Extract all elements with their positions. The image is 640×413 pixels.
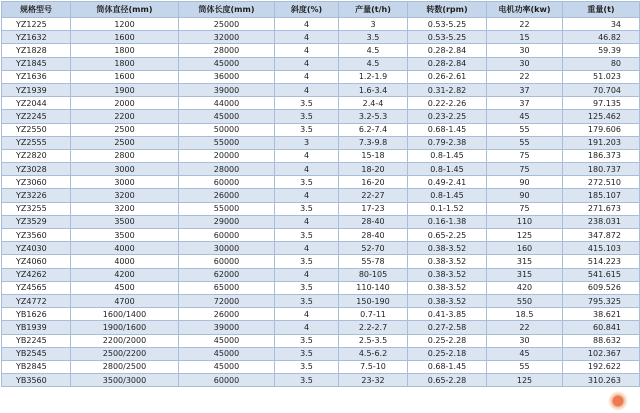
model-cell: YB2845 bbox=[2, 360, 71, 373]
header-diameter: 筒体直径(mm) bbox=[71, 2, 179, 18]
weight-cell: 271.673 bbox=[563, 202, 640, 215]
diameter-cell: 4700 bbox=[71, 294, 179, 307]
motor-power-cell: 110 bbox=[487, 215, 563, 228]
header-model: 规格型号 bbox=[2, 2, 71, 18]
slope-cell: 3.5 bbox=[275, 334, 339, 347]
motor-power-cell: 18.5 bbox=[487, 308, 563, 321]
model-cell: YZ1225 bbox=[2, 18, 71, 31]
slope-cell: 4 bbox=[275, 83, 339, 96]
length-cell: 50000 bbox=[179, 123, 275, 136]
slope-cell: 4 bbox=[275, 70, 339, 83]
diameter-cell: 2800 bbox=[71, 149, 179, 162]
table-row bbox=[2, 229, 640, 242]
capacity-cell: 16-20 bbox=[339, 176, 408, 189]
diameter-cell: 2200 bbox=[71, 110, 179, 123]
capacity-cell: 52-70 bbox=[339, 242, 408, 255]
length-cell: 45000 bbox=[179, 360, 275, 373]
table-body bbox=[2, 18, 640, 387]
table-row bbox=[2, 321, 640, 334]
slope-cell: 4 bbox=[275, 163, 339, 176]
motor-power-cell: 420 bbox=[487, 281, 563, 294]
weight-cell: 46.82 bbox=[563, 31, 640, 44]
length-cell: 28000 bbox=[179, 44, 275, 57]
speed-cell: 0.38-3.52 bbox=[408, 294, 487, 307]
diameter-cell: 2500/2200 bbox=[71, 347, 179, 360]
table-row bbox=[2, 57, 640, 70]
weight-cell: 514.223 bbox=[563, 255, 640, 268]
capacity-cell: 80-105 bbox=[339, 268, 408, 281]
motor-power-cell: 75 bbox=[487, 163, 563, 176]
diameter-cell: 1800 bbox=[71, 44, 179, 57]
slope-cell: 4 bbox=[275, 31, 339, 44]
table-row bbox=[2, 347, 640, 360]
table-row bbox=[2, 242, 640, 255]
motor-power-cell: 75 bbox=[487, 202, 563, 215]
weight-cell: 97.135 bbox=[563, 97, 640, 110]
length-cell: 55000 bbox=[179, 136, 275, 149]
capacity-cell: 2.5-3.5 bbox=[339, 334, 408, 347]
diameter-cell: 2200/2000 bbox=[71, 334, 179, 347]
weight-cell: 347.872 bbox=[563, 229, 640, 242]
weight-cell: 185.107 bbox=[563, 189, 640, 202]
motor-power-cell: 550 bbox=[487, 294, 563, 307]
speed-cell: 0.53-5.25 bbox=[408, 18, 487, 31]
slope-cell: 3.5 bbox=[275, 176, 339, 189]
table-row bbox=[2, 149, 640, 162]
speed-cell: 0.28-2.84 bbox=[408, 57, 487, 70]
length-cell: 36000 bbox=[179, 70, 275, 83]
diameter-cell: 3000 bbox=[71, 163, 179, 176]
diameter-cell: 1900/1600 bbox=[71, 321, 179, 334]
weight-cell: 60.841 bbox=[563, 321, 640, 334]
weight-cell: 609.526 bbox=[563, 281, 640, 294]
table-row bbox=[2, 18, 640, 31]
capacity-cell: 1.6-3.4 bbox=[339, 83, 408, 96]
motor-power-cell: 90 bbox=[487, 176, 563, 189]
speed-cell: 0.8-1.45 bbox=[408, 149, 487, 162]
table-row bbox=[2, 176, 640, 189]
motor-power-cell: 90 bbox=[487, 189, 563, 202]
capacity-cell: 0.7-11 bbox=[339, 308, 408, 321]
slope-cell: 4 bbox=[275, 242, 339, 255]
header-length: 筒体长度(mm) bbox=[179, 2, 275, 18]
slope-cell: 4 bbox=[275, 57, 339, 70]
speed-cell: 0.65-2.25 bbox=[408, 229, 487, 242]
diameter-cell: 3200 bbox=[71, 189, 179, 202]
table-row bbox=[2, 268, 640, 281]
length-cell: 60000 bbox=[179, 229, 275, 242]
slope-cell: 3.5 bbox=[275, 255, 339, 268]
capacity-cell: 7.3-9.8 bbox=[339, 136, 408, 149]
speed-cell: 0.65-2.28 bbox=[408, 374, 487, 387]
header-capacity: 产量(t/h) bbox=[339, 2, 408, 18]
length-cell: 45000 bbox=[179, 347, 275, 360]
speed-cell: 0.38-3.52 bbox=[408, 242, 487, 255]
capacity-cell: 23-32 bbox=[339, 374, 408, 387]
weight-cell: 415.103 bbox=[563, 242, 640, 255]
weight-cell: 34 bbox=[563, 18, 640, 31]
speed-cell: 0.38-3.52 bbox=[408, 255, 487, 268]
model-cell: YB2545 bbox=[2, 347, 71, 360]
speed-cell: 0.49-2.41 bbox=[408, 176, 487, 189]
table-row bbox=[2, 70, 640, 83]
diameter-cell: 2800/2500 bbox=[71, 360, 179, 373]
motor-power-cell: 315 bbox=[487, 255, 563, 268]
table-row bbox=[2, 255, 640, 268]
weight-cell: 310.263 bbox=[563, 374, 640, 387]
weight-cell: 80 bbox=[563, 57, 640, 70]
weight-cell: 179.606 bbox=[563, 123, 640, 136]
capacity-cell: 55-78 bbox=[339, 255, 408, 268]
table-row bbox=[2, 189, 640, 202]
diameter-cell: 2500 bbox=[71, 123, 179, 136]
weight-cell: 541.615 bbox=[563, 268, 640, 281]
model-cell: YZ2245 bbox=[2, 110, 71, 123]
table-row bbox=[2, 97, 640, 110]
table-row bbox=[2, 374, 640, 387]
model-cell: YZ2820 bbox=[2, 149, 71, 162]
table-row bbox=[2, 281, 640, 294]
capacity-cell: 150-190 bbox=[339, 294, 408, 307]
capacity-cell: 7.5-10 bbox=[339, 360, 408, 373]
weight-cell: 70.704 bbox=[563, 83, 640, 96]
model-cell: YZ3060 bbox=[2, 176, 71, 189]
speed-cell: 0.31-2.82 bbox=[408, 83, 487, 96]
diameter-cell: 1600/1400 bbox=[71, 308, 179, 321]
model-cell: YZ2555 bbox=[2, 136, 71, 149]
table-row bbox=[2, 294, 640, 307]
diameter-cell: 2500 bbox=[71, 136, 179, 149]
slope-cell: 4 bbox=[275, 308, 339, 321]
weight-cell: 191.203 bbox=[563, 136, 640, 149]
motor-power-cell: 15 bbox=[487, 31, 563, 44]
slope-cell: 3.5 bbox=[275, 360, 339, 373]
speed-cell: 0.68-1.45 bbox=[408, 360, 487, 373]
capacity-cell: 3.2-5.3 bbox=[339, 110, 408, 123]
slope-cell: 3 bbox=[275, 136, 339, 149]
length-cell: 32000 bbox=[179, 31, 275, 44]
capacity-cell: 22-27 bbox=[339, 189, 408, 202]
weight-cell: 38.621 bbox=[563, 308, 640, 321]
model-cell: YB2245 bbox=[2, 334, 71, 347]
table-row bbox=[2, 334, 640, 347]
model-cell: YZ1828 bbox=[2, 44, 71, 57]
weight-cell: 51.023 bbox=[563, 70, 640, 83]
motor-power-cell: 55 bbox=[487, 123, 563, 136]
spec-table bbox=[1, 1, 640, 387]
length-cell: 55000 bbox=[179, 202, 275, 215]
motor-power-cell: 75 bbox=[487, 149, 563, 162]
model-cell: YZ3028 bbox=[2, 163, 71, 176]
diameter-cell: 1200 bbox=[71, 18, 179, 31]
diameter-cell: 3500 bbox=[71, 229, 179, 242]
motor-power-cell: 30 bbox=[487, 44, 563, 57]
motor-power-cell: 125 bbox=[487, 374, 563, 387]
speed-cell: 0.26-2.61 bbox=[408, 70, 487, 83]
motor-power-cell: 30 bbox=[487, 334, 563, 347]
weight-cell: 238.031 bbox=[563, 215, 640, 228]
capacity-cell: 4.5-6.2 bbox=[339, 347, 408, 360]
model-cell: YZ1845 bbox=[2, 57, 71, 70]
speed-cell: 0.22-2.26 bbox=[408, 97, 487, 110]
slope-cell: 4 bbox=[275, 268, 339, 281]
capacity-cell: 15-18 bbox=[339, 149, 408, 162]
weight-cell: 125.462 bbox=[563, 110, 640, 123]
length-cell: 39000 bbox=[179, 83, 275, 96]
length-cell: 39000 bbox=[179, 321, 275, 334]
model-cell: YZ4060 bbox=[2, 255, 71, 268]
weight-cell: 102.367 bbox=[563, 347, 640, 360]
speed-cell: 0.41-3.85 bbox=[408, 308, 487, 321]
model-cell: YZ2044 bbox=[2, 97, 71, 110]
diameter-cell: 1600 bbox=[71, 31, 179, 44]
length-cell: 60000 bbox=[179, 176, 275, 189]
table-row bbox=[2, 215, 640, 228]
speed-cell: 0.53-5.25 bbox=[408, 31, 487, 44]
motor-power-cell: 22 bbox=[487, 70, 563, 83]
capacity-cell: 18-20 bbox=[339, 163, 408, 176]
diameter-cell: 3000 bbox=[71, 176, 179, 189]
motor-power-cell: 45 bbox=[487, 110, 563, 123]
capacity-cell: 1.2-1.9 bbox=[339, 70, 408, 83]
model-cell: YB1939 bbox=[2, 321, 71, 334]
slope-cell: 4 bbox=[275, 189, 339, 202]
header-motor-power: 电机功率(kw) bbox=[487, 2, 563, 18]
diameter-cell: 3500/3000 bbox=[71, 374, 179, 387]
diameter-cell: 1900 bbox=[71, 83, 179, 96]
weight-cell: 180.737 bbox=[563, 163, 640, 176]
speed-cell: 0.38-3.52 bbox=[408, 281, 487, 294]
slope-cell: 3.5 bbox=[275, 110, 339, 123]
slope-cell: 4 bbox=[275, 44, 339, 57]
motor-power-cell: 125 bbox=[487, 229, 563, 242]
motor-power-cell: 55 bbox=[487, 136, 563, 149]
capacity-cell: 4.5 bbox=[339, 44, 408, 57]
length-cell: 72000 bbox=[179, 294, 275, 307]
weight-cell: 59.39 bbox=[563, 44, 640, 57]
length-cell: 45000 bbox=[179, 57, 275, 70]
length-cell: 28000 bbox=[179, 163, 275, 176]
weight-cell: 186.373 bbox=[563, 149, 640, 162]
table-header-row bbox=[2, 2, 640, 18]
model-cell: YZ3226 bbox=[2, 189, 71, 202]
weight-cell: 192.622 bbox=[563, 360, 640, 373]
capacity-cell: 3.5 bbox=[339, 31, 408, 44]
speed-cell: 0.27-2.58 bbox=[408, 321, 487, 334]
slope-cell: 3.5 bbox=[275, 123, 339, 136]
slope-cell: 3.5 bbox=[275, 347, 339, 360]
diameter-cell: 4000 bbox=[71, 255, 179, 268]
header-weight: 重量(t) bbox=[563, 2, 640, 18]
motor-power-cell: 37 bbox=[487, 83, 563, 96]
capacity-cell: 6.2-7.4 bbox=[339, 123, 408, 136]
diameter-cell: 4500 bbox=[71, 281, 179, 294]
length-cell: 65000 bbox=[179, 281, 275, 294]
table-row bbox=[2, 31, 640, 44]
motor-power-cell: 22 bbox=[487, 321, 563, 334]
slope-cell: 3.5 bbox=[275, 229, 339, 242]
slope-cell: 4 bbox=[275, 321, 339, 334]
model-cell: YZ1636 bbox=[2, 70, 71, 83]
speed-cell: 0.25-2.18 bbox=[408, 347, 487, 360]
model-cell: YZ1632 bbox=[2, 31, 71, 44]
speed-cell: 0.79-2.38 bbox=[408, 136, 487, 149]
speed-cell: 0.1-1.52 bbox=[408, 202, 487, 215]
diameter-cell: 4200 bbox=[71, 268, 179, 281]
table-row bbox=[2, 308, 640, 321]
model-cell: YZ4262 bbox=[2, 268, 71, 281]
table-row bbox=[2, 110, 640, 123]
motor-power-cell: 30 bbox=[487, 57, 563, 70]
capacity-cell: 28-40 bbox=[339, 229, 408, 242]
length-cell: 62000 bbox=[179, 268, 275, 281]
length-cell: 45000 bbox=[179, 110, 275, 123]
model-cell: YZ4565 bbox=[2, 281, 71, 294]
speed-cell: 0.23-2.25 bbox=[408, 110, 487, 123]
model-cell: YZ1939 bbox=[2, 83, 71, 96]
length-cell: 44000 bbox=[179, 97, 275, 110]
diameter-cell: 3200 bbox=[71, 202, 179, 215]
table-row bbox=[2, 163, 640, 176]
length-cell: 26000 bbox=[179, 308, 275, 321]
motor-power-cell: 37 bbox=[487, 97, 563, 110]
model-cell: YZ4030 bbox=[2, 242, 71, 255]
speed-cell: 0.38-3.52 bbox=[408, 268, 487, 281]
slope-cell: 3.5 bbox=[275, 294, 339, 307]
slope-cell: 3.5 bbox=[275, 97, 339, 110]
slope-cell: 3.5 bbox=[275, 281, 339, 294]
capacity-cell: 110-140 bbox=[339, 281, 408, 294]
model-cell: YZ3560 bbox=[2, 229, 71, 242]
motor-power-cell: 315 bbox=[487, 268, 563, 281]
table-row bbox=[2, 83, 640, 96]
model-cell: YB1626 bbox=[2, 308, 71, 321]
diameter-cell: 3500 bbox=[71, 215, 179, 228]
slope-cell: 3.5 bbox=[275, 202, 339, 215]
weight-cell: 795.325 bbox=[563, 294, 640, 307]
diameter-cell: 2000 bbox=[71, 97, 179, 110]
capacity-cell: 17-23 bbox=[339, 202, 408, 215]
table-row bbox=[2, 136, 640, 149]
capacity-cell: 2.4-4 bbox=[339, 97, 408, 110]
model-cell: YZ3529 bbox=[2, 215, 71, 228]
model-cell: YZ4772 bbox=[2, 294, 71, 307]
motor-power-cell: 55 bbox=[487, 360, 563, 373]
motor-power-cell: 45 bbox=[487, 347, 563, 360]
table-row bbox=[2, 202, 640, 215]
speed-cell: 0.25-2.28 bbox=[408, 334, 487, 347]
slope-cell: 4 bbox=[275, 18, 339, 31]
capacity-cell: 3 bbox=[339, 18, 408, 31]
table-row bbox=[2, 360, 640, 373]
model-cell: YZ2550 bbox=[2, 123, 71, 136]
header-slope: 斜度(%) bbox=[275, 2, 339, 18]
header-speed: 转数(rpm) bbox=[408, 2, 487, 18]
length-cell: 60000 bbox=[179, 374, 275, 387]
capacity-cell: 4.5 bbox=[339, 57, 408, 70]
weight-cell: 272.510 bbox=[563, 176, 640, 189]
diameter-cell: 1600 bbox=[71, 70, 179, 83]
table-row bbox=[2, 123, 640, 136]
diameter-cell: 1800 bbox=[71, 57, 179, 70]
motor-power-cell: 160 bbox=[487, 242, 563, 255]
speed-cell: 0.8-1.45 bbox=[408, 189, 487, 202]
speed-cell: 0.8-1.45 bbox=[408, 163, 487, 176]
capacity-cell: 2.2-2.7 bbox=[339, 321, 408, 334]
length-cell: 25000 bbox=[179, 18, 275, 31]
diameter-cell: 4000 bbox=[71, 242, 179, 255]
length-cell: 30000 bbox=[179, 242, 275, 255]
speed-cell: 0.68-1.45 bbox=[408, 123, 487, 136]
capacity-cell: 28-40 bbox=[339, 215, 408, 228]
speed-cell: 0.16-1.38 bbox=[408, 215, 487, 228]
slope-cell: 4 bbox=[275, 149, 339, 162]
speed-cell: 0.28-2.84 bbox=[408, 44, 487, 57]
table-row bbox=[2, 44, 640, 57]
slope-cell: 4 bbox=[275, 215, 339, 228]
watermark-logo-icon bbox=[606, 391, 636, 411]
slope-cell: 3.5 bbox=[275, 374, 339, 387]
length-cell: 26000 bbox=[179, 189, 275, 202]
length-cell: 20000 bbox=[179, 149, 275, 162]
model-cell: YZ3255 bbox=[2, 202, 71, 215]
motor-power-cell: 22 bbox=[487, 18, 563, 31]
model-cell: YB3560 bbox=[2, 374, 71, 387]
length-cell: 45000 bbox=[179, 334, 275, 347]
length-cell: 29000 bbox=[179, 215, 275, 228]
weight-cell: 88.632 bbox=[563, 334, 640, 347]
length-cell: 60000 bbox=[179, 255, 275, 268]
